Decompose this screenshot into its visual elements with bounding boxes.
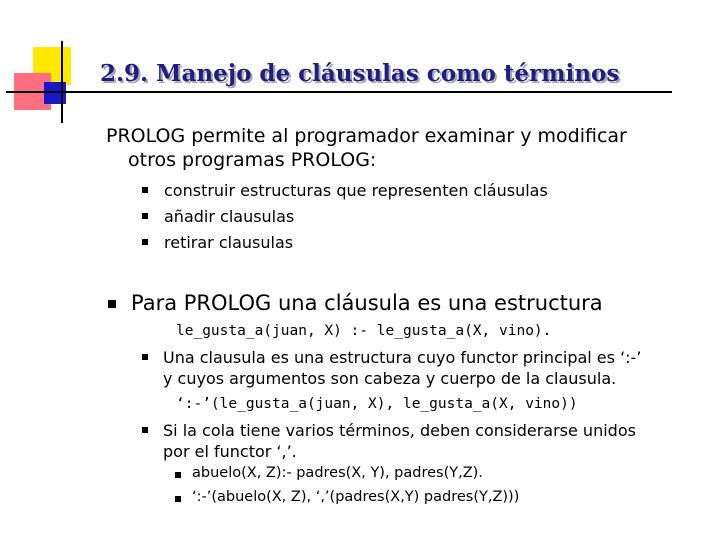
- intro-paragraph: [106, 124, 627, 172]
- bullet-square-icon: [142, 427, 148, 433]
- intro-line-2: otros programas PROLOG:: [128, 149, 377, 171]
- intro-bullet-3: retirar clausulas: [164, 233, 294, 252]
- bullet-square-icon: [142, 354, 148, 360]
- bullet-square-icon: [108, 300, 116, 308]
- sub-point-2-line-1: Si la cola tiene varios términos, deben considerarse unidos: [163, 421, 636, 440]
- bullet-square-icon: [142, 213, 148, 219]
- sub-bullet-1: abuelo(X, Z):- padres(X, Y), padres(Y,Z).: [192, 465, 483, 481]
- sub-point-1-line-2: y cuyos argumentos son cabeza y cuerpo de la clausula.: [163, 369, 617, 388]
- bullet-square-icon: [175, 496, 181, 502]
- bullet-square-icon: [175, 472, 181, 478]
- sub-point-1: [163, 347, 641, 389]
- sub-bullet-2: ‘:-’(abuelo(X, Z), ‘,’(padres(X,Y) padres(Y,Z))): [192, 489, 520, 505]
- intro-line-1: PROLOG permite al programador examinar y modificar: [106, 125, 627, 147]
- sub-point-2: [163, 420, 636, 462]
- intro-bullet-1: construir estructuras que representen cláusulas: [164, 181, 548, 200]
- example-clause-1: le_gusta_a(juan, X) :- le_gusta_a(X, vino).: [176, 323, 552, 339]
- bullet-square-icon: [142, 187, 148, 193]
- bullet-square-icon: [142, 239, 148, 245]
- sub-point-2-line-2: por el functor ‘,’.: [163, 442, 297, 461]
- example-clause-2: ‘:-’(le_gusta_a(juan, X), le_gusta_a(X, vino)): [176, 396, 578, 412]
- title-underline: [6, 91, 672, 93]
- point-2-text: Para PROLOG una cláusula es una estructura: [131, 291, 603, 315]
- slide-title: 2.9. Manejo de cláusulas como términos: [100, 60, 620, 87]
- sub-point-1-line-1: Una clausula es una estructura cuyo functor principal es ‘:-’: [163, 348, 642, 367]
- decor-vertical-line: [61, 41, 63, 123]
- intro-bullet-2: añadir clausulas: [164, 207, 295, 226]
